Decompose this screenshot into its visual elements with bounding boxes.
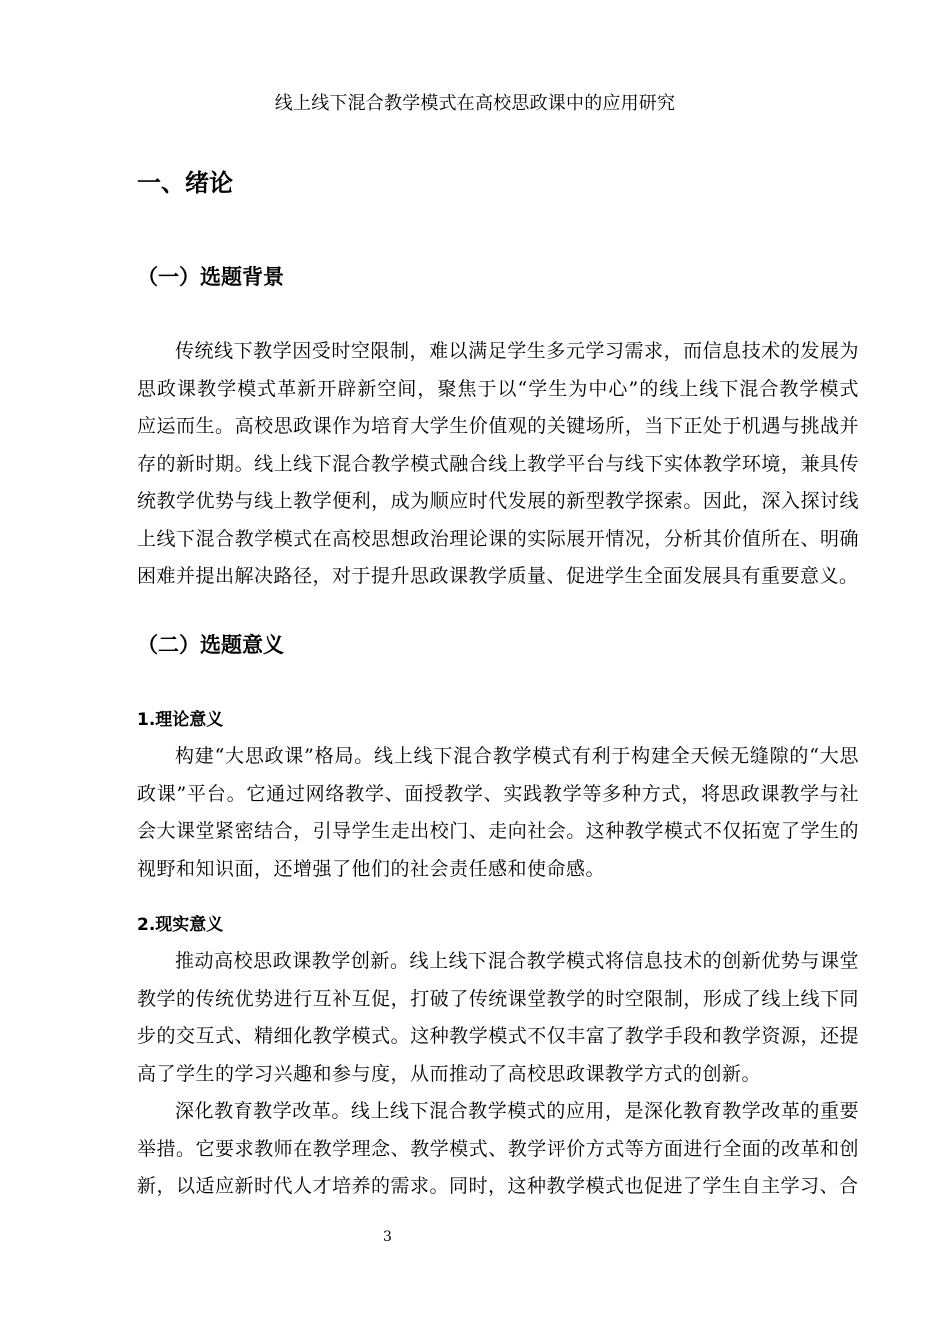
- background-paragraph: 传统线下教学因受时空限制，难以满足学生多元学习需求，而信息技术的发展为思政课教学模式革新开辟新空间，聚焦于以“学生为中心”的线上线下混合教学模式应运而生。高校思政课作为培育大学生价值观的关键场所，当下正处于机遇与挑战并存的新时期。线上线下混合教学模式融合线上教学平台与线下实体教学环境，兼具传统教学优势与线上教学便利，成为顺应时代发展的新型教学探索。因此，深入探讨线上线下混合教学模式在高校思想政治理论课的实际展开情况，分析其价值所在、明确困难并提出解决路径，对于提升思政课教学质量、促进学生全面发展具有重要意义。: [137, 340, 859, 587]
- theory-paragraph: 构建“大思政课”格局。线上线下混合教学模式有利于构建全天候无缝隙的“大思政课”平台。它通过网络教学、面授教学、实践教学等多种方式，将思政课教学与社会大课堂紧密结合，引导学生走出校门、走向社会。这种教学模式不仅拓宽了学生的视野和知识面，还增强了他们的社会责任感和使命感。: [137, 745, 859, 880]
- practice-paragraph-2: 深化教育教学改革。线上线下混合教学模式的应用，是深化教育教学改革的重要举措。它要求教师在教学理念、教学模式、教学评价方式等方面进行全面的改革和创新，以适应新时代人才培养的需求。同时，这种教学模式也促进了学生自主学习、合: [137, 1100, 859, 1197]
- page-number: 3: [383, 1229, 392, 1245]
- sub-heading-practice: 2.现实意义: [137, 915, 224, 935]
- running-header: 线上线下混合教学模式在高校思政课中的应用研究: [274, 93, 676, 114]
- chapter-heading: 一、绪论: [137, 169, 233, 197]
- section-heading-significance: （二）选题意义: [137, 633, 284, 657]
- practice-paragraph-1: 推动高校思政课教学创新。线上线下混合教学模式将信息技术的创新优势与课堂教学的传统优势进行互补互促，打破了传统课堂教学的时空限制，形成了线上线下同步的交互式、精细化教学模式。这种教学模式不仅丰富了教学手段和教学资源，还提高了学生的学习兴趣和参与度，从而推动了高校思政课教学方式的创新。: [137, 950, 859, 1085]
- sub-heading-theory: 1.理论意义: [137, 710, 224, 730]
- section-heading-background: （一）选题背景: [137, 265, 284, 289]
